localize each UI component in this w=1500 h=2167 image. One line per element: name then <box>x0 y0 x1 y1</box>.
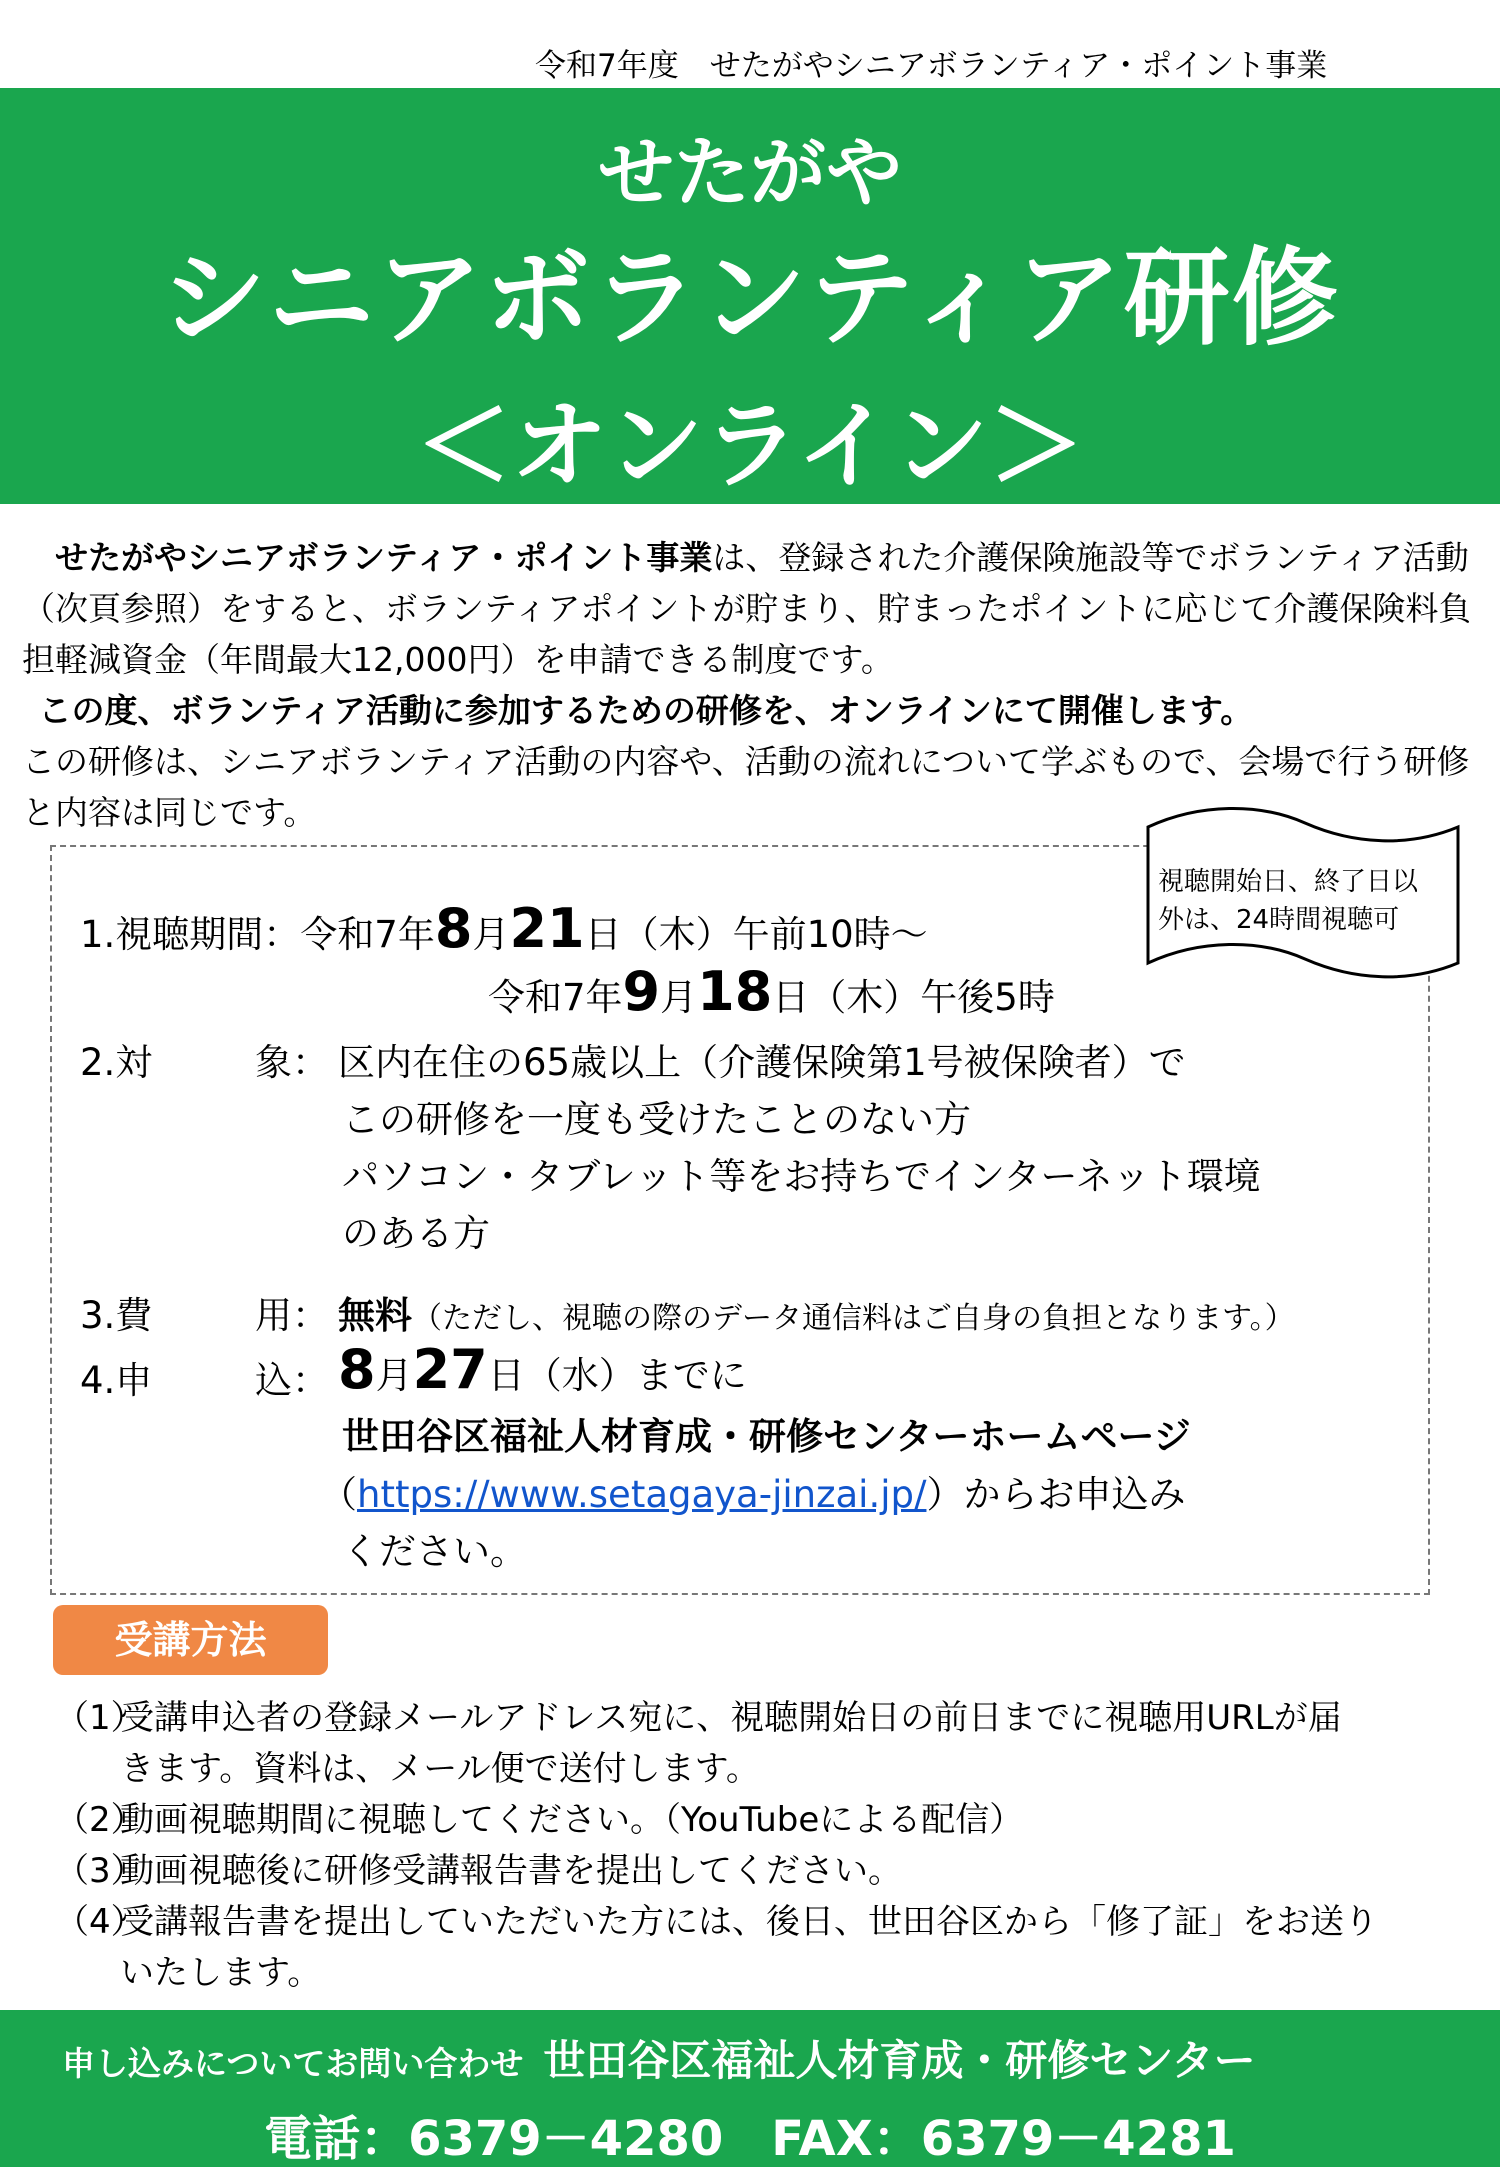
apply-after-url: ）からお申込み <box>926 1473 1186 1516</box>
apply-org: 世田谷区福祉人材育成・研修センターホームページ <box>342 1415 1191 1458</box>
target-line-2: この研修を一度も受けたことのない方 <box>342 1098 971 1141</box>
detail-apply-row <box>80 1338 1191 1573</box>
apply-month-unit: 月 <box>375 1354 413 1397</box>
period-end-day: 18 <box>697 960 773 1023</box>
method-item-1-num: （1） <box>55 1698 145 1738</box>
method-item-2-text: 動画視聴期間に視聴してください。（YouTubeによる配信） <box>120 1800 1024 1840</box>
period-start-suffix: 日（木）午前10時～ <box>584 913 928 956</box>
target-line-4: のある方 <box>342 1212 490 1255</box>
method-item-1 <box>55 1693 1345 1795</box>
method-item-3-num: （3） <box>55 1851 145 1891</box>
title-line-3: ＜オンライン＞ <box>415 390 1085 502</box>
fee-label-b: 用： <box>255 1294 329 1337</box>
period-end-suffix: 日（木）午後5時 <box>772 976 1055 1019</box>
apply-deadline <box>338 1338 747 1401</box>
apply-day: 27 <box>412 1338 488 1401</box>
program-note: 令和7年度 せたがやシニアボランティア・ポイント事業 <box>535 48 1328 84</box>
fee-value <box>338 1285 1295 1339</box>
target-line-1: 区内在住の65歳以上（介護保険第1号被保険者）で <box>338 1041 1186 1084</box>
detail-fee-row <box>80 1285 1295 1339</box>
period-end-prefix: 令和7年 <box>488 976 623 1019</box>
period-start-month-unit: 月 <box>472 913 510 956</box>
method-item-4-num: （4） <box>55 1902 145 1942</box>
apply-paren-open: （ <box>320 1473 357 1516</box>
apply-url-link[interactable]: https://www.setagaya-jinzai.jp/ <box>357 1473 927 1516</box>
method-item-4 <box>55 1897 1385 1999</box>
intro-paragraph-1 <box>22 532 1482 685</box>
apply-label-a: 4.申 <box>80 1359 153 1402</box>
apply-label-b: 込： <box>255 1359 329 1402</box>
intro-text <box>22 532 1482 838</box>
intro-paragraph-3: この研修は、シニアボランティア活動の内容や、活動の流れについて学ぶもので、会場で行う研修と内容は同じです。 <box>22 742 1470 832</box>
flag-text <box>1158 863 1453 939</box>
title-banner <box>0 88 1500 504</box>
target-line-3: パソコン・タブレット等をお持ちでインターネット環境 <box>342 1155 1261 1198</box>
method-item-1-text: 受講申込者の登録メールアドレス宛に、視聴開始日の前日までに視聴用URLが届きます。資料は、メール便で送付します。 <box>120 1698 1342 1789</box>
contact-footer <box>0 2010 1500 2167</box>
fee-value-text: 無料 <box>338 1294 412 1337</box>
period-end-month: 9 <box>622 960 661 1023</box>
method-item-3 <box>55 1846 1455 1897</box>
method-item-4-text: 受講報告書を提出していただいた方には、後日、世田谷区から「修了証」をお送りいたします。 <box>120 1902 1378 1993</box>
intro-announcement: この度、ボランティア活動に参加するための研修を、オンラインにて開催します。 <box>38 691 1254 730</box>
period-start-prefix: 令和7年 <box>300 913 435 956</box>
period-start-month: 8 <box>434 897 473 960</box>
apply-url-line <box>320 1464 1185 1518</box>
period-start-day: 21 <box>509 897 585 960</box>
detail-target-row <box>80 1032 1261 1255</box>
method-tab: 受講方法 <box>53 1605 328 1675</box>
contact-org: 世田谷区福祉人材育成・研修センター <box>543 2036 1256 2085</box>
fee-label-a: 3.費 <box>80 1294 153 1337</box>
method-item-2-num: （2） <box>55 1800 145 1840</box>
method-list <box>55 1693 1455 1999</box>
title-line-1: せたがや <box>598 128 902 217</box>
contact-label: 申し込みについてお問い合わせ <box>62 2044 524 2083</box>
intro-paragraph-2 <box>22 685 1482 736</box>
viewing-note-flag <box>1140 805 1465 985</box>
flag-text-line-1: 視聴開始日、終了日以 <box>1158 867 1419 897</box>
title-line-2: シニアボランティア研修 <box>160 237 1340 360</box>
contact-phone-fax: 電話：6379－4280 FAX：6379－4281 <box>264 2111 1236 2167</box>
fee-note: （ただし、視聴の際のデータ通信料はご自身の負担となります。） <box>412 1301 1295 1336</box>
period-label: 1.視聴期間： <box>80 913 301 956</box>
intro-program-name: せたがやシニアボランティア・ポイント事業 <box>55 538 713 577</box>
apply-last-line: ください。 <box>342 1530 527 1573</box>
apply-month: 8 <box>338 1338 376 1401</box>
period-end <box>488 960 1055 1023</box>
contact-line <box>62 2028 1256 2088</box>
intro-paragraph-1-rest: は、登録された介護保険施設等でボランティア活動（次頁参照）をすると、ボランティアポイントが貯まり、貯まったポイントに応じて介護保険料負担軽減資金（年間最大12,000円）を申請できる制度です。 <box>22 538 1472 679</box>
apply-suffix: 日（水）までに <box>487 1354 747 1397</box>
period-end-month-unit: 月 <box>660 976 698 1019</box>
target-label-b: 象： <box>255 1041 329 1084</box>
flag-text-line-2: 外は、24時間視聴可 <box>1158 905 1400 935</box>
period-start <box>300 897 928 960</box>
method-item-3-text: 動画視聴後に研修受講報告書を提出してください。 <box>120 1851 902 1891</box>
detail-period-row <box>80 897 928 960</box>
target-label-a: 2.対 <box>80 1041 153 1084</box>
method-item-2 <box>55 1795 1455 1846</box>
